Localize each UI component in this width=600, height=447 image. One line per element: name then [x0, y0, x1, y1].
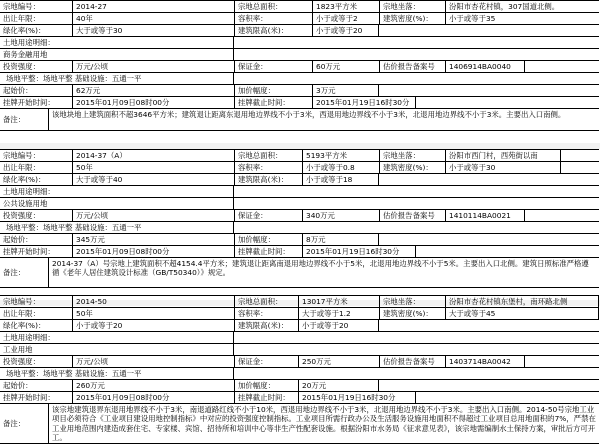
row-invest: [0, 210, 599, 222]
value-id: 2014-27: [72, 1, 234, 12]
row-id: [0, 150, 599, 162]
value-start-price: 260万元: [72, 380, 234, 391]
label-id: 宗地编号：: [3, 1, 40, 11]
label-invest: 投资强度：: [3, 61, 40, 71]
label-deposit: 保证金：: [234, 356, 298, 367]
value-list-start: 2015年01月09日08时00分: [72, 246, 234, 257]
row-price: [0, 234, 599, 246]
value-area: 5193平方米: [302, 150, 379, 161]
value-appraisal: 1410114BA0021: [445, 210, 525, 221]
value-land-level: 场地平整: [42, 368, 73, 378]
row-time: [0, 97, 599, 109]
value-density: 小于或等于30: [445, 162, 561, 173]
value-land-level: 场地平整: [42, 222, 73, 232]
label-id: 宗地编号：: [3, 296, 40, 306]
row-term: [0, 13, 599, 25]
value-density: 小于或等于35: [445, 13, 599, 24]
label-start-price: 起始价：: [3, 85, 33, 95]
value-term: 50年: [72, 162, 234, 173]
value-appraisal: 1406914BA0040: [445, 61, 525, 72]
label-start-price: 起始价：: [3, 234, 33, 244]
value-start-price: 62万元: [72, 85, 234, 96]
label-infra: 基础设施：: [74, 368, 112, 378]
row-green: [0, 25, 599, 37]
value-increment: 8万元: [302, 234, 379, 245]
label-list-start: 挂牌开始时间：: [3, 392, 55, 402]
value-remarks: 该地块地上建筑面积不超3646平方米；建筑退让距离东退用地边界线不小于3米，西退用地边界线不小于3米，北退用地边界线不小于3米。主要出入口南侧。: [48, 109, 599, 130]
row-remarks: [0, 258, 599, 288]
value-term: 40年: [72, 13, 234, 24]
site-conditions: [0, 368, 234, 379]
parcel-block-2: [0, 149, 599, 288]
label-height: 建筑限高(米)：: [234, 174, 302, 185]
label-start-price: 起始价：: [3, 380, 33, 390]
row-invest: [0, 356, 599, 368]
value-appraisal: 1403714BA0042: [445, 356, 525, 367]
row-use-label: [0, 37, 599, 49]
value-density: 大于或等于45: [445, 308, 599, 319]
value-id: 2014-50: [72, 296, 234, 307]
value-height: 小于或等于20: [298, 320, 379, 331]
value-use: 商务金融用地: [0, 49, 234, 60]
value-deposit: 60万元: [312, 61, 379, 72]
label-appraisal: 估价报告备案号: [379, 356, 445, 367]
label-density: 建筑密度(%)：: [379, 13, 445, 24]
row-use-value: [0, 49, 599, 61]
label-remarks: 备注：: [3, 418, 26, 428]
value-invest: 万元/公顷: [72, 61, 234, 72]
value-green: 大于或等于30: [72, 25, 234, 36]
label-infra: 基础设施：: [74, 73, 112, 83]
value-far: 大于或等于1.2: [298, 308, 379, 319]
label-increment: 加价幅度：: [234, 380, 298, 391]
label-area: 宗地总面积：: [234, 150, 302, 161]
label-increment: 加价幅度：: [234, 234, 302, 245]
row-invest: [0, 61, 599, 73]
label-remarks: 备注：: [3, 114, 26, 124]
row-use-value: [0, 344, 599, 356]
row-price: [0, 380, 599, 392]
label-far: 容积率：: [234, 13, 312, 24]
label-deposit: 保证金：: [234, 210, 302, 221]
parcel-block-1: [0, 0, 599, 131]
value-location: 汾阳市杏花村镇东堡村，南环路北侧: [445, 296, 599, 307]
value-start-price: 345万元: [72, 234, 234, 245]
value-use: 公共设施用地: [0, 198, 234, 209]
row-price: [0, 85, 599, 97]
value-deposit: 340万元: [302, 210, 379, 221]
label-location: 宗地坐落：: [379, 150, 445, 161]
label-infra: 基础设施：: [74, 222, 112, 232]
label-appraisal: 估价报告备案号: [379, 210, 445, 221]
row-use-value: [0, 198, 599, 210]
label-list-end: 挂牌截止时间：: [234, 392, 298, 403]
label-area: 宗地总面积：: [234, 296, 298, 307]
row-id: [0, 296, 599, 308]
value-list-end: 2015年01月19日16时30分: [312, 97, 416, 108]
value-list-end: 2015年01月19日16时30分: [298, 392, 416, 403]
label-far: 容积率：: [234, 308, 298, 319]
value-term: 50年: [72, 308, 234, 319]
row-remarks: [0, 109, 599, 131]
label-use: 土地用途明细：: [0, 37, 234, 48]
label-green: 绿化率(%)：: [3, 320, 46, 330]
label-density: 建筑密度(%)：: [379, 162, 445, 173]
row-remarks: [0, 404, 599, 444]
label-appraisal: 估价报告备案号: [379, 61, 445, 72]
value-infra: 五通一平: [111, 222, 142, 232]
row-id: [0, 1, 599, 13]
label-remarks: 备注：: [3, 267, 26, 277]
site-conditions: [0, 222, 234, 233]
value-list-end: 2015年01月19日16时30分: [302, 246, 416, 257]
value-deposit: 250万元: [298, 356, 379, 367]
label-deposit: 保证金：: [234, 61, 312, 72]
label-green: 绿化率(%)：: [3, 174, 46, 184]
row-use-label: [0, 186, 599, 198]
value-invest: 万元/公顷: [72, 356, 234, 367]
label-list-start: 挂牌开始时间：: [3, 246, 55, 256]
label-density: 建筑密度(%)：: [379, 308, 445, 319]
value-list-start: 2015年01月09日08时00分: [72, 392, 234, 403]
row-green: [0, 174, 599, 186]
row-time: [0, 246, 599, 258]
label-land-level: 场地平整：: [6, 73, 43, 83]
label-green: 绿化率(%)：: [3, 25, 46, 35]
label-term: 出让年限：: [3, 13, 40, 23]
value-infra: 五通一平: [111, 368, 142, 378]
row-term: [0, 308, 599, 320]
value-area: 1823平方米: [312, 1, 379, 12]
value-remarks: 2014-37（A）号宗地上建筑面积不超4154.4平方米；建筑退让距离南退用地边界线不小于5米，北退用地边界线不小于5米。主要出入口北侧。建筑日照标准严格遵循《老年人居住建筑设计标准（GB/T50340）》规定。: [48, 258, 599, 287]
value-increment: 3万元: [312, 85, 379, 96]
label-term: 出让年限：: [3, 162, 40, 172]
label-invest: 投资强度：: [3, 210, 40, 220]
label-term: 出让年限：: [3, 308, 40, 318]
value-location: 汾阳市杏花村镇，307国道北侧。: [445, 1, 599, 12]
label-list-end: 挂牌截止时间：: [234, 97, 312, 108]
value-increment: 20万元: [298, 380, 379, 391]
value-far: 小于或等于0.8: [302, 162, 379, 173]
value-far: 小于或等于2: [312, 13, 379, 24]
row-time: [0, 392, 599, 404]
value-invest: 万元/公顷: [72, 210, 234, 221]
value-green: 小于或等于20: [72, 320, 234, 331]
label-location: 宗地坐落：: [379, 296, 445, 307]
label-increment: 加价幅度：: [234, 85, 312, 96]
value-use: 工业用地: [0, 344, 234, 355]
label-land-level: 场地平整：: [6, 368, 43, 378]
value-list-start: 2015年01月09日08时00分: [72, 97, 234, 108]
row-term: [0, 162, 599, 174]
value-location: 汾阳市西门村，西苑街以南: [445, 150, 561, 161]
row-green: [0, 320, 599, 332]
label-area: 宗地总面积：: [234, 1, 312, 12]
label-use: 土地用途明细：: [0, 332, 234, 343]
row-use-label: [0, 332, 599, 344]
row-site: [0, 222, 599, 234]
label-far: 容积率：: [234, 162, 302, 173]
label-invest: 投资强度：: [3, 356, 40, 366]
row-site: [0, 73, 599, 85]
label-height: 建筑限高(米)：: [234, 320, 298, 331]
value-height: 小于或等于20: [312, 25, 379, 36]
value-land-level: 场地平整: [42, 73, 73, 83]
label-use: 土地用途明细：: [0, 186, 234, 197]
value-id: 2014-37（A）: [72, 150, 234, 161]
row-site: [0, 368, 599, 380]
value-height: 小于或等于18: [302, 174, 379, 185]
label-id: 宗地编号：: [3, 150, 40, 160]
value-area: 13017平方米: [298, 296, 379, 307]
label-height: 建筑限高(米)：: [234, 25, 312, 36]
label-list-end: 挂牌截止时间：: [234, 246, 302, 257]
value-remarks: 该宗地建筑退界东退用地界线不小于3米，南退道路红线不小于10米，西退用地边界线不小于3米，北退用地边界线不小于3米。主要出入口南侧。2014-50号宗地工业项目必须符合《工业项目建设用地控制指标》中对应的投资强度控制指标。工业项目所需行政办公及生活服务设施用地面积不得超过工业项目总用地面积的7%，严禁在工业用地范围内建造成套住宅、专家楼、宾馆、招待所和培训中心等非生产性配套设施。根据汾阳市水务局《征求意见表》，该宗地需编制水土保持方案，审批后方可开工。: [48, 404, 599, 443]
value-green: 大于或等于40: [72, 174, 234, 185]
label-location: 宗地坐落：: [379, 1, 445, 12]
value-infra: 五通一平: [111, 73, 142, 83]
site-conditions: [0, 73, 234, 84]
label-list-start: 挂牌开始时间：: [3, 97, 55, 107]
parcel-block-3: [0, 295, 599, 444]
label-land-level: 场地平整：: [6, 222, 43, 232]
